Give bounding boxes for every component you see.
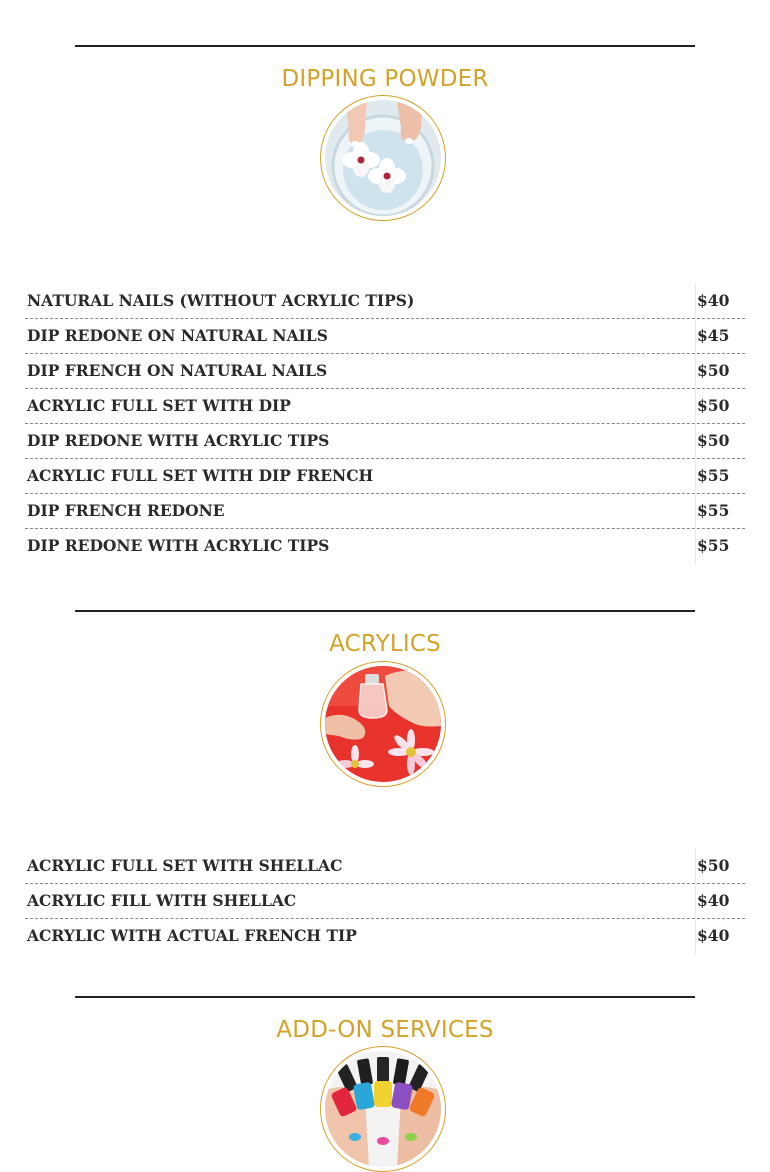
add-on-services-photo [320,1046,446,1172]
service-price: $55 [697,536,730,555]
list-item [25,494,745,529]
list-item [25,849,745,884]
list-item [25,459,745,494]
service-name: DIP REDONE WITH ACRYLIC TIPS [27,536,330,555]
nails-in-bowl-with-flowers-photo-icon [325,100,441,216]
section-title-acrylics: ACRYLICS [329,631,441,657]
list-item [25,884,745,919]
service-price: $45 [697,326,730,345]
service-price: $50 [697,361,730,380]
service-name: ACRYLIC FILL WITH SHELLAC [27,891,297,910]
section-title-add-on-services: ADD-ON SERVICES [276,1017,494,1043]
list-item [25,319,745,354]
service-price: $40 [697,926,730,945]
service-name: DIP REDONE ON NATURAL NAILS [27,326,328,345]
service-price: $55 [697,466,730,485]
service-name: DIP REDONE WITH ACRYLIC TIPS [27,431,330,450]
section-divider [75,45,695,47]
service-price: $50 [697,396,730,415]
service-name: ACRYLIC FULL SET WITH DIP [27,396,291,415]
service-price: $55 [697,501,730,520]
service-price: $50 [697,856,730,875]
section-divider [75,610,695,612]
service-name: DIP FRENCH ON NATURAL NAILS [27,361,328,380]
dipping-powder-photo [320,95,446,221]
service-name: ACRYLIC FULL SET WITH SHELLAC [27,856,343,875]
service-name: NATURAL NAILS (WITHOUT ACRYLIC TIPS) [27,291,415,310]
list-item [25,284,745,319]
service-price: $50 [697,431,730,450]
acrylics-photo [320,661,446,787]
service-name: ACRYLIC FULL SET WITH DIP FRENCH [27,466,374,485]
list-item [25,354,745,389]
acrylics-price-list [25,849,745,954]
list-item [25,919,745,954]
service-price: $40 [697,291,730,310]
service-name: DIP FRENCH REDONE [27,501,225,520]
section-title-dipping-powder: DIPPING POWDER [281,66,489,92]
service-price: $40 [697,891,730,910]
list-item [25,529,745,564]
service-name: ACRYLIC WITH ACTUAL FRENCH TIP [27,926,357,945]
section-divider [75,996,695,998]
dipping-powder-price-list [25,284,745,564]
nail-polish-on-red-photo-icon [325,666,441,782]
colorful-polish-bottles-photo-icon [325,1051,441,1167]
list-item [25,424,745,459]
list-item [25,389,745,424]
